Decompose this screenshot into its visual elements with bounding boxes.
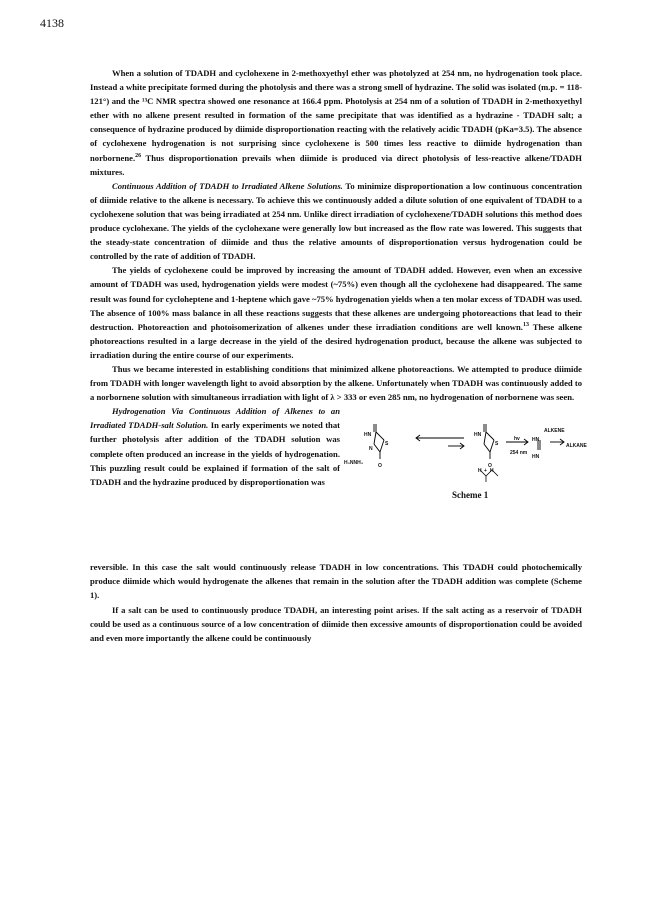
paragraph-5-continued: reversible. In this case the salt would continuously release TDADH in low concentrations. This TDADH could photochemically produce diimide which would hydrogenate the alkenes that remain in the solution after the TDADH addition was complete (Scheme 1). — [90, 562, 582, 601]
paragraph-6: If a salt can be used to continuously produce TDADH, an interesting point arises. If the salt acting as a reservoir of TDADH could be used as a continuous source of a low concentration of diimide then excessive amounts of disproportionation could be avoided and even more importantly the alkene could be continuously — [90, 604, 582, 643]
scheme-1: HN N S O H₃NNH₃ HN S O hv 254 nm HN HN ALKENE ALKANE H H + Scheme 1 — [340, 404, 582, 560]
scheme-1-drawing — [340, 404, 582, 488]
ring-structure-middle — [484, 424, 494, 459]
section-heading-tdadh-salt: Hydrogenation Via Continuous Addition of Alkenes to an Irradiated TDADH-salt Solution. — [90, 406, 340, 431]
article-body — [90, 66, 587, 645]
equilibrium-arrows — [416, 435, 464, 449]
paragraph-3: The yields of cyclohexene could be improved by increasing the amount of TDADH added. However, even when an excessive amount of TDADH was used, hydrogenation yields were modest (~75%) even though all the cyclohexene had disappeared. The same result was found for cycloheptene and 1-heptene which gave ~75% hydrogenation yields when a ten molar excess of TDADH was used. The absence of 100% mass balance in all these reactions suggests that these alkenes are undergoing photoreactions that lead to their destruction. Photoreaction and photoisomerization of alkenes under these irradiation conditions are well known.$^{13}$ These alkene photoreactions resulted in a large decrease in the yield of the desired hydrogenation product, because the alkene was subjected to irradiation during the entire course of our experiments. — [90, 265, 582, 360]
paragraph-2: Continuous Addition of TDADH to Irradiated Alkene Solutions. To minimize disproportionation a low continuous concentration of diimide relative to the alkene is necessary. To achieve this we continuously added a dilute solution of one equivalent of TDADH to a cyclohexene solution that was being irradiated at 254 nm. Unlike direct irradiation of cyclohexene/TDADH solutions this method does produce cyclohexane. The yields of the cyclohexane were generally low but increased as the flow rate was lowered. This suggests that the steady-state concentration of diimide and thus the relative amounts of disproportionation versus hydrogenation could be controlled by the rate of addition of TDADH. — [90, 180, 582, 262]
ring-structure-left — [374, 424, 384, 459]
section-heading-continuous-addition: Continuous Addition of TDADH to Irradiated Alkene Solutions. — [112, 180, 343, 191]
paragraph-1: When a solution of TDADH and cyclohexene in 2-methoxyethyl ether was photolyzed at 254 nm, no hydrogenation took place. Instead a white precipitate formed during the photolysis and there was a strong smell of hydrazine. The solid was isolated (m.p. = 118-121°) and the ¹³C NMR spectra showed one resonance at 166.4 ppm. Photolysis at 254 nm of a solution of TDADH in 2-methoxyethyl ether with no alkene present resulted in formation of the same precipitate that was identified as a hydrazine - TDADH salt; a consequence of hydrazine produced by diimide disproportionation reacting with the relatively acidic TDADH (pKa=3.5). The absence of cyclohexene hydrogenation is not surprising since cyclohexene is 500 times less reactive to diimide hydrogenation than norbornene.$^{26}$ Thus disproportionation prevails when diimide is produced via direct photolysis of less-reactive alkene/TDADH mixtures. — [90, 68, 582, 177]
paragraph-4: Thus we became interested in establishing conditions that minimized alkene photoreactions. We attempted to produce diimide from TDADH with longer wavelength light to avoid absorption by the alkene. Unfortunately when TDADH was continuously added to a norbornene solution with simultaneous irradiation with light of λ > 333 or even 285 nm, no hydrogenation of norbornene was seen. — [90, 363, 582, 403]
scheme-caption: Scheme 1 — [452, 490, 489, 501]
paragraph-5-left: Hydrogenation Via Continuous Addition of Alkenes to an Irradiated TDADH-salt Solution. In early experiments we noted that further photolysis after addition of the TDADH solution was complete often produced an increase in the yields of hydrogenation. This puzzling result could be explained if formation of the salt of TDADH and the hydrazine produced by disproportionation was — [90, 406, 340, 487]
hydrogenation-arrow — [550, 439, 564, 445]
page-number: 4138 — [40, 16, 64, 30]
paragraph-5-with-scheme — [90, 404, 587, 560]
